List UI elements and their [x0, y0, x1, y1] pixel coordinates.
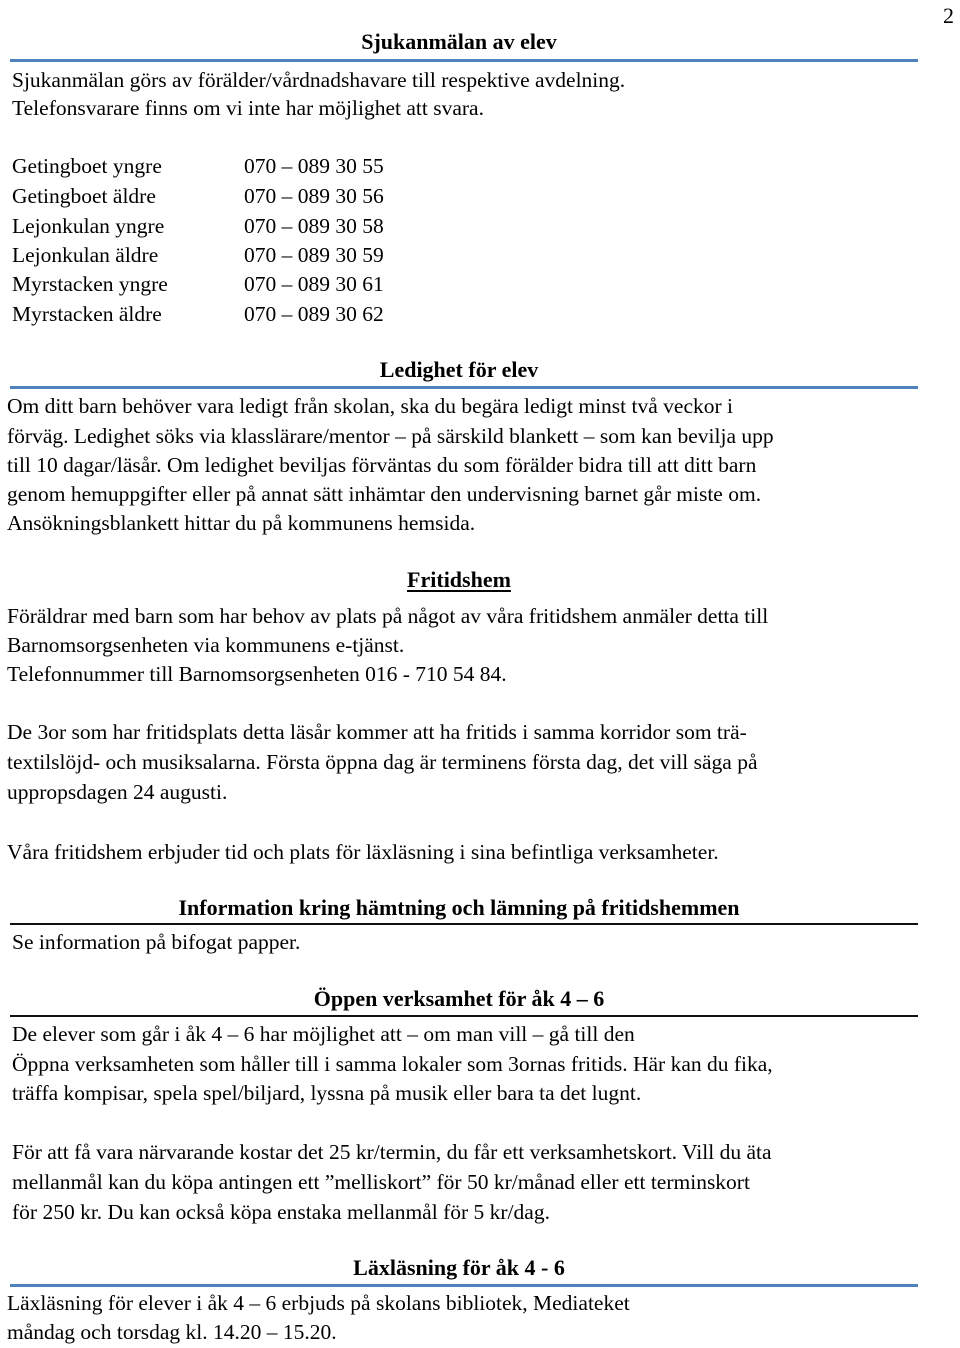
pickup-text: Se information på bifogat papper. — [12, 930, 301, 954]
heading-leave: Ledighet för elev — [379, 357, 539, 382]
heading-open-activity: Öppen verksamhet för åk 4 – 6 — [313, 986, 605, 1011]
heading-homework: Läxläsning för åk 4 - 6 — [353, 1255, 565, 1280]
phone-department: Lejonkulan äldre — [12, 243, 159, 267]
open-activity-line: mellanmål kan du köpa antingen ett ”melliskort” för 50 kr/månad eller ett terminskort — [12, 1170, 750, 1194]
homework-line: Läxläsning för elever i åk 4 – 6 erbjuds på skolans bibliotek, Mediateket — [7, 1291, 630, 1315]
phone-department: Myrstacken yngre — [12, 272, 168, 296]
phone-row — [12, 212, 384, 241]
heading-rule-leave — [10, 386, 918, 389]
phone-department: Getingboet äldre — [12, 184, 156, 208]
sick-report-line: Sjukanmälan görs av förälder/vårdnadshavare till respektive avdelning. — [12, 68, 626, 92]
phone-number: 070 – 089 30 58 — [244, 214, 384, 238]
phone-number: 070 – 089 30 61 — [244, 272, 384, 296]
phone-row — [12, 270, 384, 299]
phone-department: Myrstacken äldre — [12, 302, 162, 326]
heading-fritidshem — [0, 566, 918, 594]
open-activity-line: Öppna verksamheten som håller till i samma lokaler som 3ornas fritids. Här kan du fika, — [12, 1052, 773, 1076]
fritidshem-line: Barnomsorgsenheten via kommunens e-tjänst. — [7, 633, 405, 657]
fritidshem-line: textilslöjd- och musiksalarna. Första öppna dag är terminens första dag, det vill säga på — [7, 750, 758, 774]
leave-line: Ansökningsblankett hittar du på kommunens hemsida. — [7, 511, 476, 535]
fritidshem-line: Telefonnummer till Barnomsorgsenheten 016 - 710 54 84. — [7, 662, 507, 686]
phone-department: Getingboet yngre — [12, 154, 162, 178]
phone-row — [12, 182, 384, 211]
heading-fritidshem-text: Fritidshem — [407, 567, 511, 592]
leave-line: Om ditt barn behöver vara ledigt från skolan, ska du begära ledigt minst två veckor i — [7, 394, 734, 418]
phone-row — [12, 300, 384, 329]
heading-rule-pickup — [10, 923, 918, 925]
open-activity-line: träffa kompisar, spela spel/biljard, lyssna på musik eller bara ta det lugnt. — [12, 1081, 642, 1105]
phone-row — [12, 152, 384, 181]
phone-number: 070 – 089 30 55 — [244, 154, 384, 178]
fritidshem-line: Våra fritidshem erbjuder tid och plats för läxläsning i sina befintliga verksamheter. — [7, 840, 719, 864]
heading-sick-report: Sjukanmälan av elev — [361, 29, 557, 54]
sick-report-line: Telefonsvarare finns om vi inte har möjlighet att svara. — [12, 96, 484, 120]
heading-rule-open-activity — [10, 1015, 918, 1017]
phone-number: 070 – 089 30 59 — [244, 243, 384, 267]
leave-line: till 10 dagar/läsår. Om ledighet beviljas förväntas du som förälder bidra till att ditt barn — [7, 453, 757, 477]
leave-line: genom hemuppgifter eller på annat sätt inhämtar den undervisning barnet går miste om. — [7, 482, 762, 506]
fritidshem-line: uppropsdagen 24 augusti. — [7, 780, 228, 804]
leave-line: förväg. Ledighet söks via klasslärare/mentor – på särskild blankett – som kan bevilja upp — [7, 424, 774, 448]
page-number: 2 — [943, 3, 954, 28]
phone-number: 070 – 089 30 56 — [244, 184, 384, 208]
fritidshem-line: De 3or som har fritidsplats detta läsår kommer att ha fritids i samma korridor som trä- — [7, 720, 747, 744]
heading-rule-sick-report — [10, 59, 918, 62]
homework-line: måndag och torsdag kl. 14.20 – 15.20. — [7, 1320, 337, 1344]
heading-rule-homework — [10, 1284, 918, 1287]
open-activity-line: För att få vara närvarande kostar det 25 kr/termin, du får ett verksamhetskort. Vill du äta — [12, 1140, 772, 1164]
phone-number: 070 – 089 30 62 — [244, 302, 384, 326]
phone-row — [12, 241, 384, 270]
heading-pickup: Information kring hämtning och lämning på fritidshemmen — [178, 895, 740, 920]
phone-department: Lejonkulan yngre — [12, 214, 165, 238]
fritidshem-line: Föräldrar med barn som har behov av plats på något av våra fritidshem anmäler detta till — [7, 604, 769, 628]
open-activity-line: för 250 kr. Du kan också köpa enstaka mellanmål för 5 kr/dag. — [12, 1200, 550, 1224]
open-activity-line: De elever som går i åk 4 – 6 har möjlighet att – om man vill – gå till den — [12, 1022, 635, 1046]
